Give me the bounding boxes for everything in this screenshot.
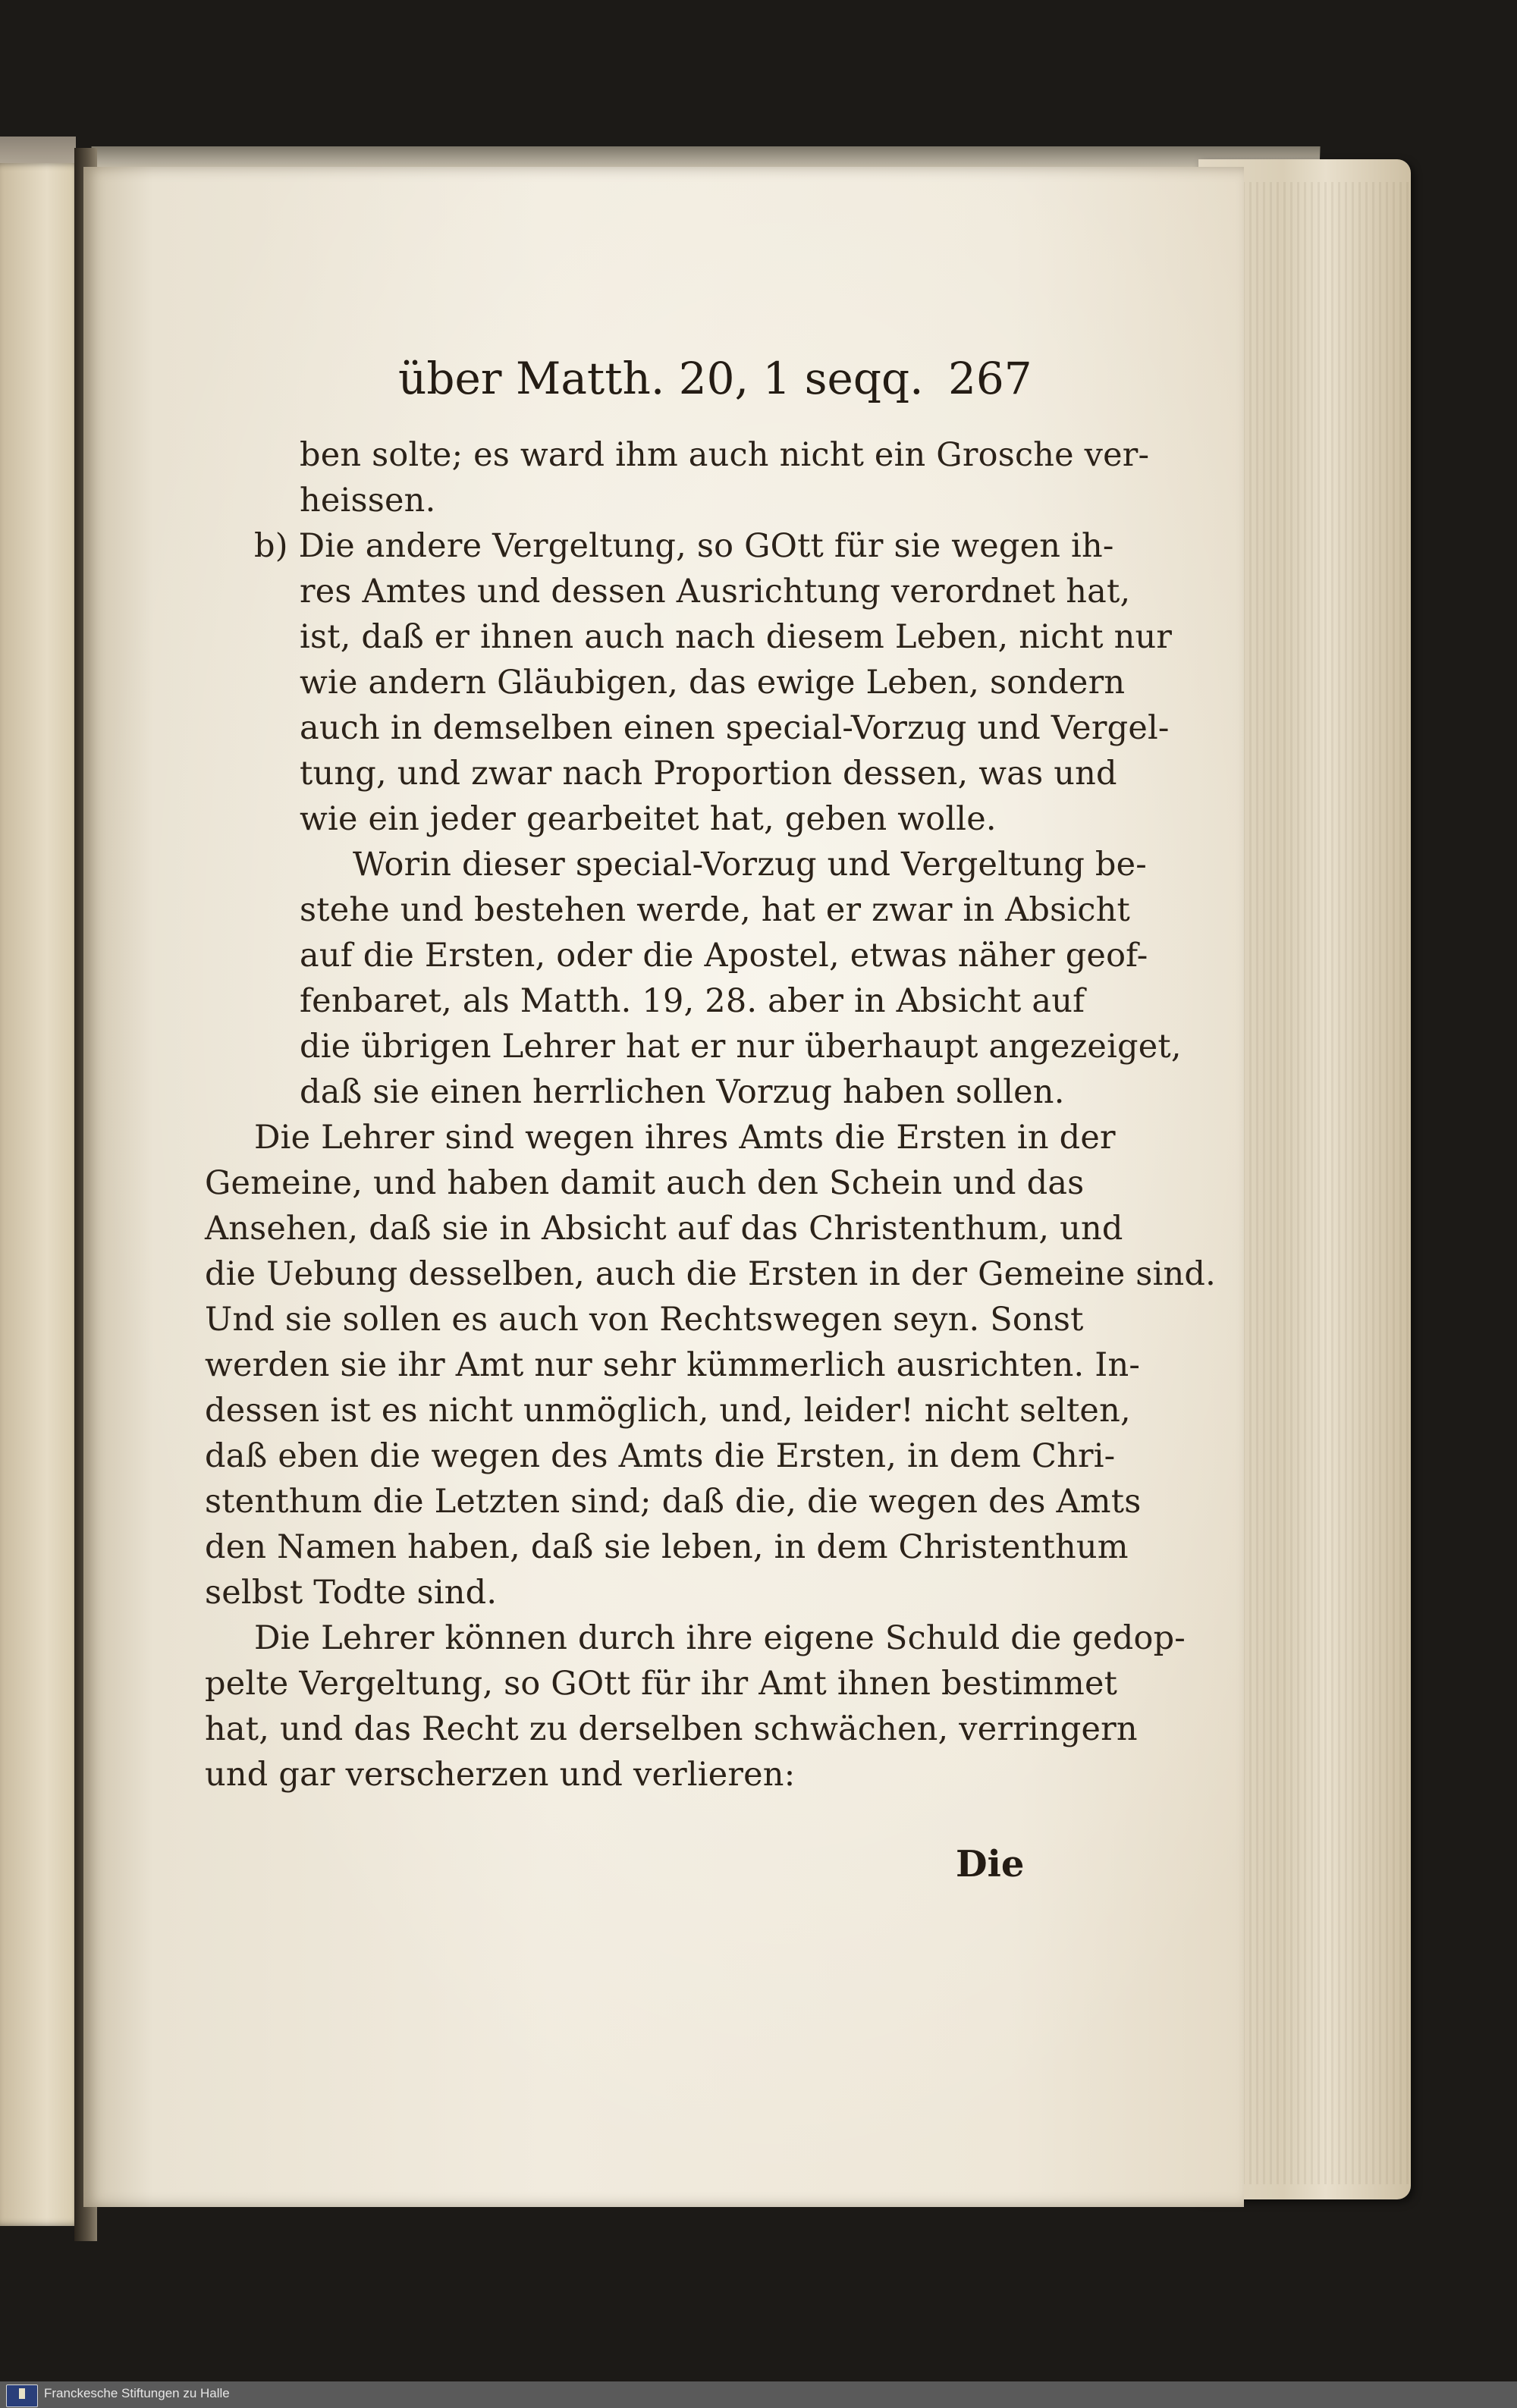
page-text: [83, 167, 1244, 2207]
text-line: auf die Ersten, oder die Apostel, etwas näher geof-: [300, 937, 1148, 975]
page-block-leaves: [1229, 182, 1411, 2184]
text-line: Die Lehrer sind wegen ihres Amts die Ersten in der: [254, 1119, 1116, 1157]
book-page: [83, 167, 1244, 2207]
text-line: b) Die andere Vergeltung, so GOtt für sie wegen ih-: [254, 527, 1114, 565]
text-line: Gemeine, und haben damit auch den Schein und das: [205, 1164, 1085, 1202]
text-line: auch in demselben einen special-Vorzug und Vergel-: [300, 709, 1170, 747]
text-line: selbst Todte sind.: [205, 1574, 498, 1612]
text-line: res Amtes und dessen Ausrichtung verordnet hat,: [300, 573, 1131, 611]
text-line: daß sie einen herrlichen Vorzug haben sollen.: [300, 1073, 1065, 1111]
text-line: fenbaret, als Matth. 19, 28. aber in Absicht auf: [300, 982, 1085, 1020]
institution-logo-icon: [6, 2384, 38, 2407]
text-line: ben solte; es ward ihm auch nicht ein Grosche ver-: [300, 436, 1150, 474]
text-line: Worin dieser special-Vorzug und Vergeltung be-: [353, 846, 1148, 884]
text-line: stehe und bestehen werde, hat er zwar in Absicht: [300, 891, 1131, 929]
text-line: dessen ist es nicht unmöglich, und, leider! nicht selten,: [205, 1392, 1131, 1430]
text-line: pelte Vergeltung, so GOtt für ihr Amt ihnen bestimmet: [205, 1665, 1118, 1703]
page-number: 267: [948, 353, 1032, 404]
text-line: Die Lehrer können durch ihre eigene Schuld die gedop-: [254, 1619, 1186, 1657]
text-line: hat, und das Recht zu derselben schwächen, verringern: [205, 1710, 1138, 1748]
text-line: werden sie ihr Amt nur sehr kümmerlich ausrichten. In-: [205, 1346, 1141, 1384]
text-line: den Namen haben, daß sie leben, in dem Christenthum: [205, 1528, 1129, 1566]
catchword: Die: [956, 1843, 1025, 1885]
text-line: heissen.: [300, 482, 436, 520]
text-line: wie ein jeder gearbeitet hat, geben wolle.: [300, 800, 997, 838]
text-line: stenthum die Letzten sind; daß die, die wegen des Amts: [205, 1483, 1142, 1521]
text-line: Ansehen, daß sie in Absicht auf das Christenthum, und: [205, 1210, 1123, 1248]
text-line: Und sie sollen es auch von Rechtswegen seyn. Sonst: [205, 1301, 1084, 1339]
footer-institution: Franckesche Stiftungen zu Halle: [44, 2386, 230, 2400]
text-line: ist, daß er ihnen auch nach diesem Leben, nicht nur: [300, 618, 1173, 656]
viewer-footer: [0, 2381, 1517, 2408]
text-line: die Uebung desselben, auch die Ersten in der Gemeine sind.: [205, 1255, 1216, 1293]
text-line: daß eben die wegen des Amts die Ersten, in dem Chri-: [205, 1437, 1116, 1475]
text-line: tung, und zwar nach Proportion dessen, was und: [300, 755, 1117, 793]
running-title: über Matth. 20, 1 seqq.: [398, 353, 924, 404]
text-line: wie andern Gläubigen, das ewige Leben, sondern: [300, 664, 1126, 702]
text-line: und gar verscherzen und verlieren:: [205, 1756, 796, 1794]
text-line: die übrigen Lehrer hat er nur überhaupt angezeiget,: [300, 1028, 1182, 1066]
left-facing-page: [0, 163, 85, 2226]
